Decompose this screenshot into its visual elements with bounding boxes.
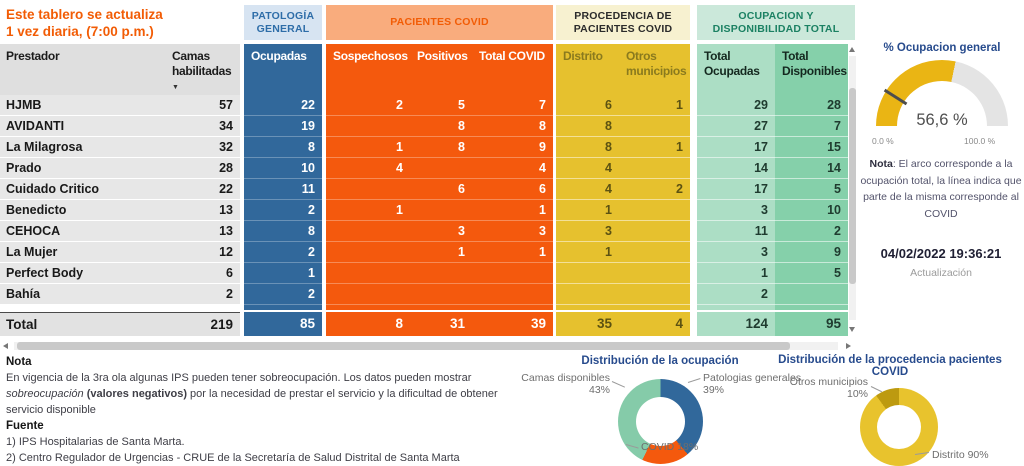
table-cell: 22 xyxy=(244,95,322,116)
table-cell: 8 xyxy=(410,137,472,158)
table-cell xyxy=(619,305,690,312)
gauge-note-label: Nota xyxy=(869,158,893,170)
table-cell: CEHOCA xyxy=(0,221,165,242)
table-cell: Bahía xyxy=(0,284,165,305)
table-cell: 2 xyxy=(244,242,322,263)
donut1-label-patologias-generales: Patologias generales 39% xyxy=(703,372,802,396)
table-cell: 6 xyxy=(472,179,553,200)
last-update-caption: Actualización xyxy=(910,267,972,279)
table-cell: 12 xyxy=(165,242,240,263)
table-cell: 1 xyxy=(410,242,472,263)
group-header-patologia-general: PATOLOGÍA GENERAL xyxy=(244,5,322,40)
col-header-positivos[interactable]: Positivos xyxy=(410,44,472,95)
col-header-ocupadas[interactable]: Ocupadas xyxy=(244,44,322,95)
col-header-sospechosos[interactable]: Sospechosos xyxy=(326,44,410,95)
table-cell: 5 xyxy=(775,263,848,284)
table-row[interactable] xyxy=(0,263,848,284)
table-cell: 39 xyxy=(472,312,553,336)
table-cell: 13 xyxy=(165,200,240,221)
table-row[interactable] xyxy=(0,242,848,263)
table-cell: 3 xyxy=(697,242,775,263)
table-cell: 22 xyxy=(165,179,240,200)
update-note-line2: 1 vez diaria, (7:00 p.m.) xyxy=(6,24,154,39)
table-cell: 27 xyxy=(697,116,775,137)
table-body xyxy=(0,95,848,312)
table-cell xyxy=(410,263,472,284)
label-connector-line xyxy=(612,381,625,388)
col-header-total-covid[interactable]: Total COVID xyxy=(472,44,553,95)
table-cell xyxy=(326,263,410,284)
table-cell: 10 xyxy=(244,158,322,179)
table-cell: Benedicto xyxy=(0,200,165,221)
donut-hole xyxy=(636,397,685,446)
table-cell: 8 xyxy=(244,137,322,158)
table-cell xyxy=(326,116,410,137)
table-cell xyxy=(326,284,410,305)
table-cell: 11 xyxy=(697,221,775,242)
fuente-line2: 2) Centro Regulador de Urgencias - CRUE de la Secretaría de Salud Distrital de Santa Marta xyxy=(6,452,460,464)
gauge-value: 56,6 % xyxy=(916,111,968,129)
table-cell xyxy=(326,221,410,242)
donut-ocupacion-title: Distribución de la ocupación xyxy=(581,355,739,367)
table-cell xyxy=(410,305,472,312)
col-header-total-disponibles[interactable]: Total Disponibles xyxy=(775,44,848,95)
table-cell: 1 xyxy=(556,242,619,263)
table-cell: 10 xyxy=(775,200,848,221)
table-cell: 2 xyxy=(697,284,775,305)
table-cell: 3 xyxy=(697,200,775,221)
table-cell: 29 xyxy=(697,95,775,116)
scroll-left-arrow[interactable] xyxy=(3,343,8,349)
table-cell: 57 xyxy=(165,95,240,116)
gauge-min-label: 0.0 % xyxy=(872,136,894,146)
table-cell: 9 xyxy=(472,137,553,158)
table-cell: 5 xyxy=(775,179,848,200)
nota-line2-rest: por la necesidad de prestar el servicio y la dificultad de obtener xyxy=(187,388,498,400)
table-cell: 28 xyxy=(165,158,240,179)
col-header-prestador[interactable]: Prestador xyxy=(0,44,165,95)
table-cell: Cuidado Critico xyxy=(0,179,165,200)
scroll-up-arrow[interactable] xyxy=(849,47,855,52)
table-row[interactable] xyxy=(0,200,848,221)
table-cell xyxy=(619,200,690,221)
table-cell: 2 xyxy=(619,179,690,200)
fuente-line1: 1) IPS Hospitalarias de Santa Marta. xyxy=(6,436,185,448)
table-cell: 32 xyxy=(165,137,240,158)
table-cell: 1 xyxy=(326,200,410,221)
table-cell: 6 xyxy=(410,179,472,200)
table-cell xyxy=(326,179,410,200)
table-cell xyxy=(775,305,848,312)
table-cell xyxy=(697,305,775,312)
table-row[interactable] xyxy=(0,158,848,179)
group-header-pacientes-covid: PACIENTES COVID xyxy=(326,5,553,40)
table-cell: 4 xyxy=(556,158,619,179)
table-cell xyxy=(619,284,690,305)
table-cell: La Mujer xyxy=(0,242,165,263)
table-cell: 3 xyxy=(556,221,619,242)
table-row[interactable] xyxy=(0,284,848,305)
table-cell xyxy=(775,284,848,305)
table-cell: 2 xyxy=(244,284,322,305)
table-cell: 7 xyxy=(775,116,848,137)
update-frequency-note xyxy=(6,6,241,40)
gauge-note xyxy=(858,156,1024,222)
update-note-line1: Este tablero se actualiza xyxy=(6,7,163,22)
table-cell: 3 xyxy=(472,221,553,242)
table-cell xyxy=(619,263,690,284)
label-connector-line xyxy=(688,378,701,383)
table-row[interactable] xyxy=(0,137,848,158)
table-spacer-row xyxy=(0,305,848,312)
table-row[interactable] xyxy=(0,95,848,116)
table-cell: 7 xyxy=(472,95,553,116)
table-cell: 4 xyxy=(326,158,410,179)
footnotes xyxy=(6,354,531,466)
gauge-chart[interactable] xyxy=(876,60,1008,132)
table-cell: Total xyxy=(0,312,165,336)
table-cell: La Milagrosa xyxy=(0,137,165,158)
table-total-holder xyxy=(0,312,848,336)
table-cell xyxy=(472,263,553,284)
col-header-otros-municipios[interactable]: Otros municipios xyxy=(619,44,690,95)
table-cell xyxy=(410,200,472,221)
donut2-label-otros-municipios: Otros municipios 10% xyxy=(789,376,868,400)
table-cell: 35 xyxy=(556,312,619,336)
table-cell: 6 xyxy=(556,95,619,116)
nota-line2-bold: (valores negativos) xyxy=(83,388,187,400)
table-cell: 8 xyxy=(556,116,619,137)
table-cell xyxy=(619,242,690,263)
table-cell xyxy=(410,284,472,305)
donut1-label-camas-disponibles: Camas disponibles 43% xyxy=(521,372,610,396)
gauge-max-label: 100.0 % xyxy=(964,136,996,146)
prestadores-table xyxy=(0,44,848,336)
table-cell: 34 xyxy=(165,116,240,137)
table-cell xyxy=(472,284,553,305)
scroll-down-arrow[interactable] xyxy=(849,327,855,332)
table-cell xyxy=(410,158,472,179)
horizontal-scrollbar-thumb[interactable] xyxy=(17,342,790,350)
nota-line3: servicio disponible xyxy=(6,404,96,416)
table-cell: 8 xyxy=(472,116,553,137)
table-row[interactable] xyxy=(0,221,848,242)
table-cell: 2 xyxy=(244,200,322,221)
col-header-distrito[interactable]: Distrito xyxy=(556,44,619,95)
col-header-camas-habilitadas[interactable] xyxy=(165,44,240,95)
table-cell: 17 xyxy=(697,137,775,158)
col-header-total-ocupadas[interactable]: Total Ocupadas xyxy=(697,44,775,95)
table-cell xyxy=(619,116,690,137)
table-cell: 4 xyxy=(556,179,619,200)
table-cell: 3 xyxy=(410,221,472,242)
table-cell: 1 xyxy=(472,200,553,221)
table-cell xyxy=(472,305,553,312)
table-total-row[interactable] xyxy=(0,312,848,336)
table-cell xyxy=(556,305,619,312)
table-cell xyxy=(619,158,690,179)
table-cell: AVIDANTI xyxy=(0,116,165,137)
table-row[interactable] xyxy=(0,179,848,200)
table-cell: 1 xyxy=(697,263,775,284)
table-cell: 4 xyxy=(619,312,690,336)
nota-line2-italic: sobreocupación xyxy=(6,388,84,400)
table-cell: 9 xyxy=(775,242,848,263)
table-cell: 15 xyxy=(775,137,848,158)
donut-procedencia-title: Distribución de la procedencia pacientes COVID xyxy=(778,354,1002,378)
table-cell: Prado xyxy=(0,158,165,179)
nota-line1: En vigencia de la 3ra ola algunas IPS pueden tener sobreocupación. Los datos pueden mostrar xyxy=(6,372,472,384)
scroll-right-arrow[interactable] xyxy=(846,343,851,349)
table-cell: 1 xyxy=(619,95,690,116)
table-cell xyxy=(165,305,240,312)
fuente-label: Fuente xyxy=(6,420,44,432)
table-cell: 219 xyxy=(165,312,240,336)
table-cell: 1 xyxy=(619,137,690,158)
nota-line2 xyxy=(6,386,531,402)
table-cell: 6 xyxy=(165,263,240,284)
table-cell: 8 xyxy=(410,116,472,137)
table-cell xyxy=(556,284,619,305)
table-cell: 1 xyxy=(326,137,410,158)
table-cell xyxy=(326,305,410,312)
table-cell: 2 xyxy=(775,221,848,242)
gauge-note-text: : El arco corresponde a la ocupación total, la línea indica que parte de la misma corresponde al COVID xyxy=(860,158,1022,220)
table-cell: 1 xyxy=(244,263,322,284)
table-cell: 124 xyxy=(697,312,775,336)
table-cell: 85 xyxy=(244,312,322,336)
donut-procedencia-chart[interactable] xyxy=(860,388,938,466)
vertical-scrollbar-thumb[interactable] xyxy=(849,88,856,284)
table-cell: 17 xyxy=(697,179,775,200)
table-cell: 8 xyxy=(244,221,322,242)
col-header-camas-label: Camas habilitadas xyxy=(172,49,232,78)
table-cell: 31 xyxy=(410,312,472,336)
table-cell: 8 xyxy=(556,137,619,158)
table-header-row xyxy=(0,44,848,95)
table-cell: 11 xyxy=(244,179,322,200)
donut2-label-distrito: Distrito 90% xyxy=(932,449,989,461)
table-cell: 28 xyxy=(775,95,848,116)
table-cell: 14 xyxy=(775,158,848,179)
table-cell: 13 xyxy=(165,221,240,242)
table-cell xyxy=(244,305,322,312)
table-cell: 95 xyxy=(775,312,848,336)
table-row[interactable] xyxy=(0,116,848,137)
table-cell: 19 xyxy=(244,116,322,137)
table-cell: 1 xyxy=(472,242,553,263)
table-cell: Perfect Body xyxy=(0,263,165,284)
table-cell: 2 xyxy=(326,95,410,116)
last-update-timestamp: 04/02/2022 19:36:21 xyxy=(880,246,1002,261)
table-cell xyxy=(0,305,165,312)
table-cell xyxy=(556,263,619,284)
group-header-procedencia: PROCEDENCIA DE PACIENTES COVID xyxy=(556,5,690,40)
donut-hole xyxy=(877,405,921,449)
table-cell: 1 xyxy=(556,200,619,221)
table-cell xyxy=(619,221,690,242)
table-cell: HJMB xyxy=(0,95,165,116)
table-cell xyxy=(326,242,410,263)
group-header-ocupacion-disponibilidad: OCUPACION Y DISPONIBILIDAD TOTAL xyxy=(697,5,855,40)
table-cell: 8 xyxy=(326,312,410,336)
table-cell: 5 xyxy=(410,95,472,116)
sort-desc-icon: ▼ xyxy=(172,84,179,91)
donut1-label-covid: COVID 18% xyxy=(641,441,699,453)
label-connector-line xyxy=(871,386,882,392)
gauge-title: % Ocupacion general xyxy=(883,42,1001,54)
table-cell: 4 xyxy=(472,158,553,179)
nota-label: Nota xyxy=(6,356,32,368)
table-cell: 14 xyxy=(697,158,775,179)
table-cell: 2 xyxy=(165,284,240,305)
